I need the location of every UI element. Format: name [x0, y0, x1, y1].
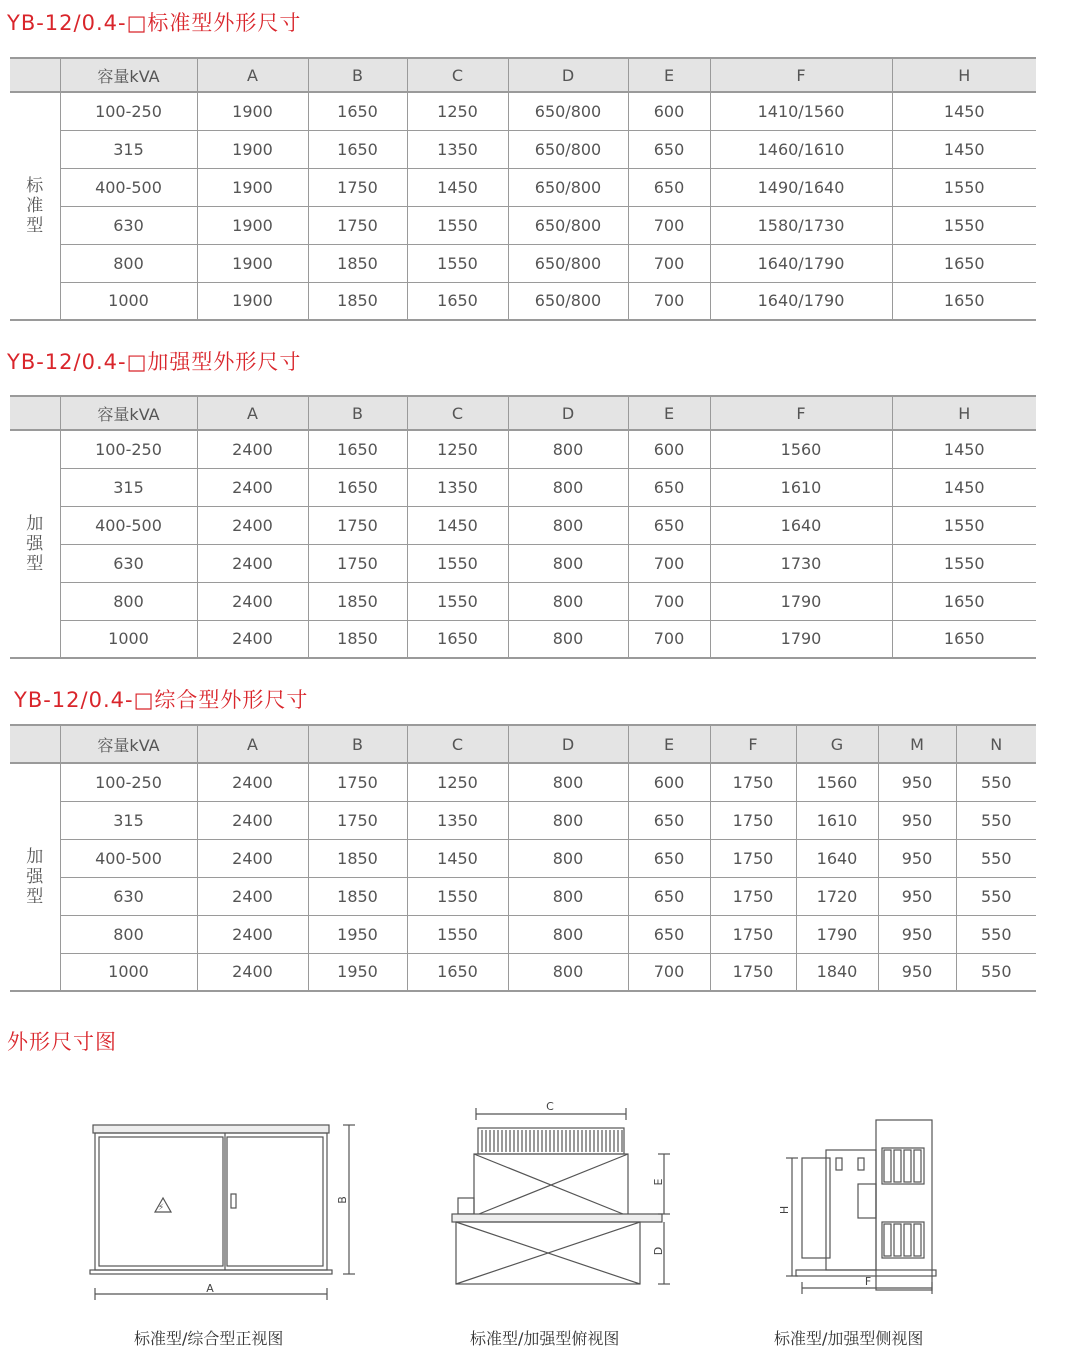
svg-text:⚡: ⚡: [157, 1203, 165, 1213]
column-header: 容量kVA: [60, 396, 197, 430]
table-cell: 700: [628, 544, 710, 582]
table-cell: 800: [508, 430, 628, 468]
table-cell: 1550: [892, 168, 1036, 206]
table-cell: 1640: [710, 506, 892, 544]
table-cell: 650: [628, 801, 710, 839]
table-cell: 1450: [407, 506, 508, 544]
column-header: B: [308, 396, 407, 430]
top-view-drawing: [448, 1100, 678, 1295]
table-row: [10, 953, 1036, 991]
table-cell: 700: [628, 282, 710, 320]
side-dim-h: H: [778, 1205, 791, 1215]
column-header: F: [710, 725, 796, 763]
table-cell: 950: [878, 839, 956, 877]
header-blank: [10, 58, 60, 92]
table-cell: 1640: [796, 839, 878, 877]
table-cell: 1790: [796, 915, 878, 953]
table-cell: 1750: [308, 206, 407, 244]
section-title-combined: YB-12/0.4-□综合型外形尺寸: [14, 688, 309, 712]
table-row: [10, 620, 1036, 658]
column-header: D: [508, 58, 628, 92]
table-cell: 630: [60, 544, 197, 582]
table-cell: 1840: [796, 953, 878, 991]
group-label: 加强型: [26, 514, 44, 574]
table-cell: 2400: [197, 468, 308, 506]
table-cell: 800: [508, 839, 628, 877]
table-cell: 1550: [407, 877, 508, 915]
table-cell: 1650: [308, 92, 407, 130]
table-row: [10, 544, 1036, 582]
table-cell: 1450: [892, 130, 1036, 168]
table-cell: 650/800: [508, 282, 628, 320]
table-cell: 2400: [197, 915, 308, 953]
table-cell: 1580/1730: [710, 206, 892, 244]
table-cell: 100-250: [60, 430, 197, 468]
table-cell: 1350: [407, 468, 508, 506]
table-cell: 1720: [796, 877, 878, 915]
table-cell: 1850: [308, 839, 407, 877]
table-cell: 550: [956, 839, 1036, 877]
caption-side-view: 标准型/加强型侧视图: [774, 1329, 924, 1348]
table-cell: 600: [628, 763, 710, 801]
table-cell: 650/800: [508, 244, 628, 282]
table-cell: 650/800: [508, 206, 628, 244]
table-cell: 1560: [710, 430, 892, 468]
table-cell: 1730: [710, 544, 892, 582]
table-cell: 800: [508, 763, 628, 801]
table-cell: 1640/1790: [710, 282, 892, 320]
table-cell: 650: [628, 839, 710, 877]
side-view-drawing: [770, 1100, 945, 1300]
table-cell: 1950: [308, 953, 407, 991]
column-header: 容量kVA: [60, 58, 197, 92]
table-cell: 1650: [308, 430, 407, 468]
table-cell: 550: [956, 915, 1036, 953]
table-cell: 1550: [892, 206, 1036, 244]
caption-front-view: 标准型/综合型正视图: [134, 1329, 284, 1348]
table-cell: 1750: [308, 801, 407, 839]
table-cell: 1650: [308, 130, 407, 168]
table-cell: 1750: [710, 801, 796, 839]
table-cell: 1750: [710, 915, 796, 953]
table-cell: 1550: [407, 244, 508, 282]
column-header: B: [308, 725, 407, 763]
table-cell: 800: [508, 877, 628, 915]
table-cell: 650: [628, 877, 710, 915]
table-reinforced: [10, 395, 1036, 659]
side-dim-f: F: [864, 1275, 872, 1288]
table-cell: 1750: [308, 544, 407, 582]
table-cell: 1650: [407, 953, 508, 991]
table-cell: 1650: [892, 282, 1036, 320]
table-row: [10, 282, 1036, 320]
table-cell: 2400: [197, 620, 308, 658]
table-cell: 550: [956, 953, 1036, 991]
table-cell: 1850: [308, 582, 407, 620]
table-cell: 1650: [892, 244, 1036, 282]
table-cell: 1410/1560: [710, 92, 892, 130]
table-cell: 1550: [892, 506, 1036, 544]
table-cell: 1900: [197, 244, 308, 282]
table-row: [10, 801, 1036, 839]
table-cell: 2400: [197, 763, 308, 801]
table-cell: 800: [508, 620, 628, 658]
table-cell: 1550: [892, 544, 1036, 582]
table-cell: 100-250: [60, 92, 197, 130]
column-header: H: [892, 58, 1036, 92]
table-cell: 600: [628, 92, 710, 130]
table-row: [10, 244, 1036, 282]
table-cell: 800: [60, 244, 197, 282]
table-cell: 1450: [892, 430, 1036, 468]
group-label: 加强型: [26, 847, 44, 907]
table-cell: 1460/1610: [710, 130, 892, 168]
section-title-reinforced: YB-12/0.4-□加强型外形尺寸: [7, 350, 302, 374]
table-cell: 1650: [407, 620, 508, 658]
column-header: C: [407, 396, 508, 430]
table-cell: 800: [508, 953, 628, 991]
table-cell: 630: [60, 877, 197, 915]
table-cell: 1750: [308, 506, 407, 544]
table-cell: 1650: [308, 468, 407, 506]
table-cell: 650: [628, 130, 710, 168]
table-cell: 315: [60, 801, 197, 839]
table-cell: 650: [628, 506, 710, 544]
group-label-cell: [10, 763, 60, 991]
column-header: M: [878, 725, 956, 763]
table-row: [10, 763, 1036, 801]
table-cell: 1550: [407, 582, 508, 620]
table-cell: 2400: [197, 801, 308, 839]
table-cell: 2400: [197, 839, 308, 877]
table-row: [10, 168, 1036, 206]
table-cell: 1900: [197, 130, 308, 168]
table-cell: 650/800: [508, 130, 628, 168]
table-cell: 650: [628, 915, 710, 953]
table-cell: 1550: [407, 915, 508, 953]
table-cell: 400-500: [60, 506, 197, 544]
table-cell: 800: [508, 506, 628, 544]
table-cell: 1650: [407, 282, 508, 320]
table-cell: 1250: [407, 92, 508, 130]
table-cell: 1790: [710, 620, 892, 658]
table-cell: 2400: [197, 953, 308, 991]
table-cell: 550: [956, 801, 1036, 839]
table-cell: 800: [508, 544, 628, 582]
table-cell: 650: [628, 168, 710, 206]
table-cell: 1790: [710, 582, 892, 620]
table-cell: 1450: [892, 468, 1036, 506]
table-cell: 2400: [197, 877, 308, 915]
table-cell: 700: [628, 582, 710, 620]
column-header: N: [956, 725, 1036, 763]
table-row: [10, 915, 1036, 953]
table-cell: 1490/1640: [710, 168, 892, 206]
table-cell: 950: [878, 915, 956, 953]
table-cell: 1850: [308, 620, 407, 658]
table-cell: 1000: [60, 620, 197, 658]
table-cell: 950: [878, 953, 956, 991]
table-cell: 315: [60, 468, 197, 506]
table-cell: 1640/1790: [710, 244, 892, 282]
table-cell: 1650: [892, 620, 1036, 658]
table-row: [10, 877, 1036, 915]
column-header: A: [197, 396, 308, 430]
group-label-cell: [10, 92, 60, 320]
table-row: [10, 430, 1036, 468]
column-header: F: [710, 58, 892, 92]
table-cell: 1560: [796, 763, 878, 801]
column-header: A: [197, 725, 308, 763]
table-cell: 1350: [407, 130, 508, 168]
table-cell: 1850: [308, 244, 407, 282]
caption-top-view: 标准型/加强型俯视图: [470, 1329, 620, 1348]
table-cell: 1750: [710, 763, 796, 801]
column-header: E: [628, 58, 710, 92]
table-cell: 400-500: [60, 839, 197, 877]
column-header: D: [508, 725, 628, 763]
column-header: E: [628, 725, 710, 763]
table-row: [10, 506, 1036, 544]
table-cell: 1550: [407, 206, 508, 244]
table-cell: 1650: [892, 582, 1036, 620]
column-header: C: [407, 725, 508, 763]
table-cell: 2400: [197, 430, 308, 468]
front-dim-a: A: [206, 1282, 214, 1295]
table-cell: 1550: [407, 544, 508, 582]
table-cell: 650: [628, 468, 710, 506]
table-cell: 1900: [197, 282, 308, 320]
table-row: [10, 92, 1036, 130]
table-cell: 1250: [407, 430, 508, 468]
table-cell: 1610: [796, 801, 878, 839]
table-row: [10, 839, 1036, 877]
table-cell: 800: [508, 915, 628, 953]
column-header: E: [628, 396, 710, 430]
table-cell: 2400: [197, 544, 308, 582]
section-title-standard: YB-12/0.4-□标准型外形尺寸: [7, 11, 302, 35]
table-cell: 1750: [710, 877, 796, 915]
table-cell: 700: [628, 244, 710, 282]
table-cell: 550: [956, 877, 1036, 915]
table-cell: 550: [956, 763, 1036, 801]
table-cell: 700: [628, 953, 710, 991]
table-cell: 1450: [892, 92, 1036, 130]
table-cell: 650/800: [508, 92, 628, 130]
top-dim-c: C: [546, 1100, 554, 1113]
table-cell: 1000: [60, 282, 197, 320]
column-header: B: [308, 58, 407, 92]
table-cell: 630: [60, 206, 197, 244]
column-header: A: [197, 58, 308, 92]
table-cell: 600: [628, 430, 710, 468]
column-header: G: [796, 725, 878, 763]
table-cell: 2400: [197, 506, 308, 544]
top-dim-e: E: [652, 1178, 665, 1186]
table-cell: 950: [878, 763, 956, 801]
table-cell: 1750: [710, 839, 796, 877]
table-cell: 1900: [197, 206, 308, 244]
column-header: 容量kVA: [60, 725, 197, 763]
header-blank: [10, 725, 60, 763]
table-cell: 800: [508, 801, 628, 839]
table-cell: 1850: [308, 877, 407, 915]
table-cell: 800: [508, 468, 628, 506]
table-row: [10, 468, 1036, 506]
table-cell: 1750: [308, 168, 407, 206]
front-dim-b: B: [336, 1196, 349, 1204]
table-cell: 700: [628, 620, 710, 658]
group-label-cell: [10, 430, 60, 658]
table-cell: 1950: [308, 915, 407, 953]
table-row: [10, 130, 1036, 168]
table-cell: 1350: [407, 801, 508, 839]
table-standard: [10, 57, 1036, 321]
table-cell: 1450: [407, 168, 508, 206]
table-cell: 800: [508, 582, 628, 620]
table-cell: 700: [628, 206, 710, 244]
table-cell: 1900: [197, 168, 308, 206]
table-cell: 800: [60, 582, 197, 620]
column-header: D: [508, 396, 628, 430]
drawings-title: 外形尺寸图: [7, 1030, 117, 1054]
header-blank: [10, 396, 60, 430]
table-cell: 800: [60, 915, 197, 953]
table-cell: 1450: [407, 839, 508, 877]
table-cell: 100-250: [60, 763, 197, 801]
table-cell: 315: [60, 130, 197, 168]
table-row: [10, 206, 1036, 244]
top-dim-d: D: [652, 1246, 665, 1256]
table-cell: 2400: [197, 582, 308, 620]
column-header: C: [407, 58, 508, 92]
table-cell: 1250: [407, 763, 508, 801]
column-header: F: [710, 396, 892, 430]
table-cell: 1610: [710, 468, 892, 506]
table-cell: 950: [878, 801, 956, 839]
front-view-drawing: [85, 1100, 365, 1305]
table-cell: 1750: [308, 763, 407, 801]
table-combined: [10, 724, 1036, 992]
table-cell: 400-500: [60, 168, 197, 206]
table-cell: 1900: [197, 92, 308, 130]
table-cell: 650/800: [508, 168, 628, 206]
table-row: [10, 582, 1036, 620]
table-cell: 950: [878, 877, 956, 915]
table-cell: 1000: [60, 953, 197, 991]
table-cell: 1750: [710, 953, 796, 991]
group-label: 标准型: [26, 176, 44, 236]
column-header: H: [892, 396, 1036, 430]
table-cell: 1850: [308, 282, 407, 320]
